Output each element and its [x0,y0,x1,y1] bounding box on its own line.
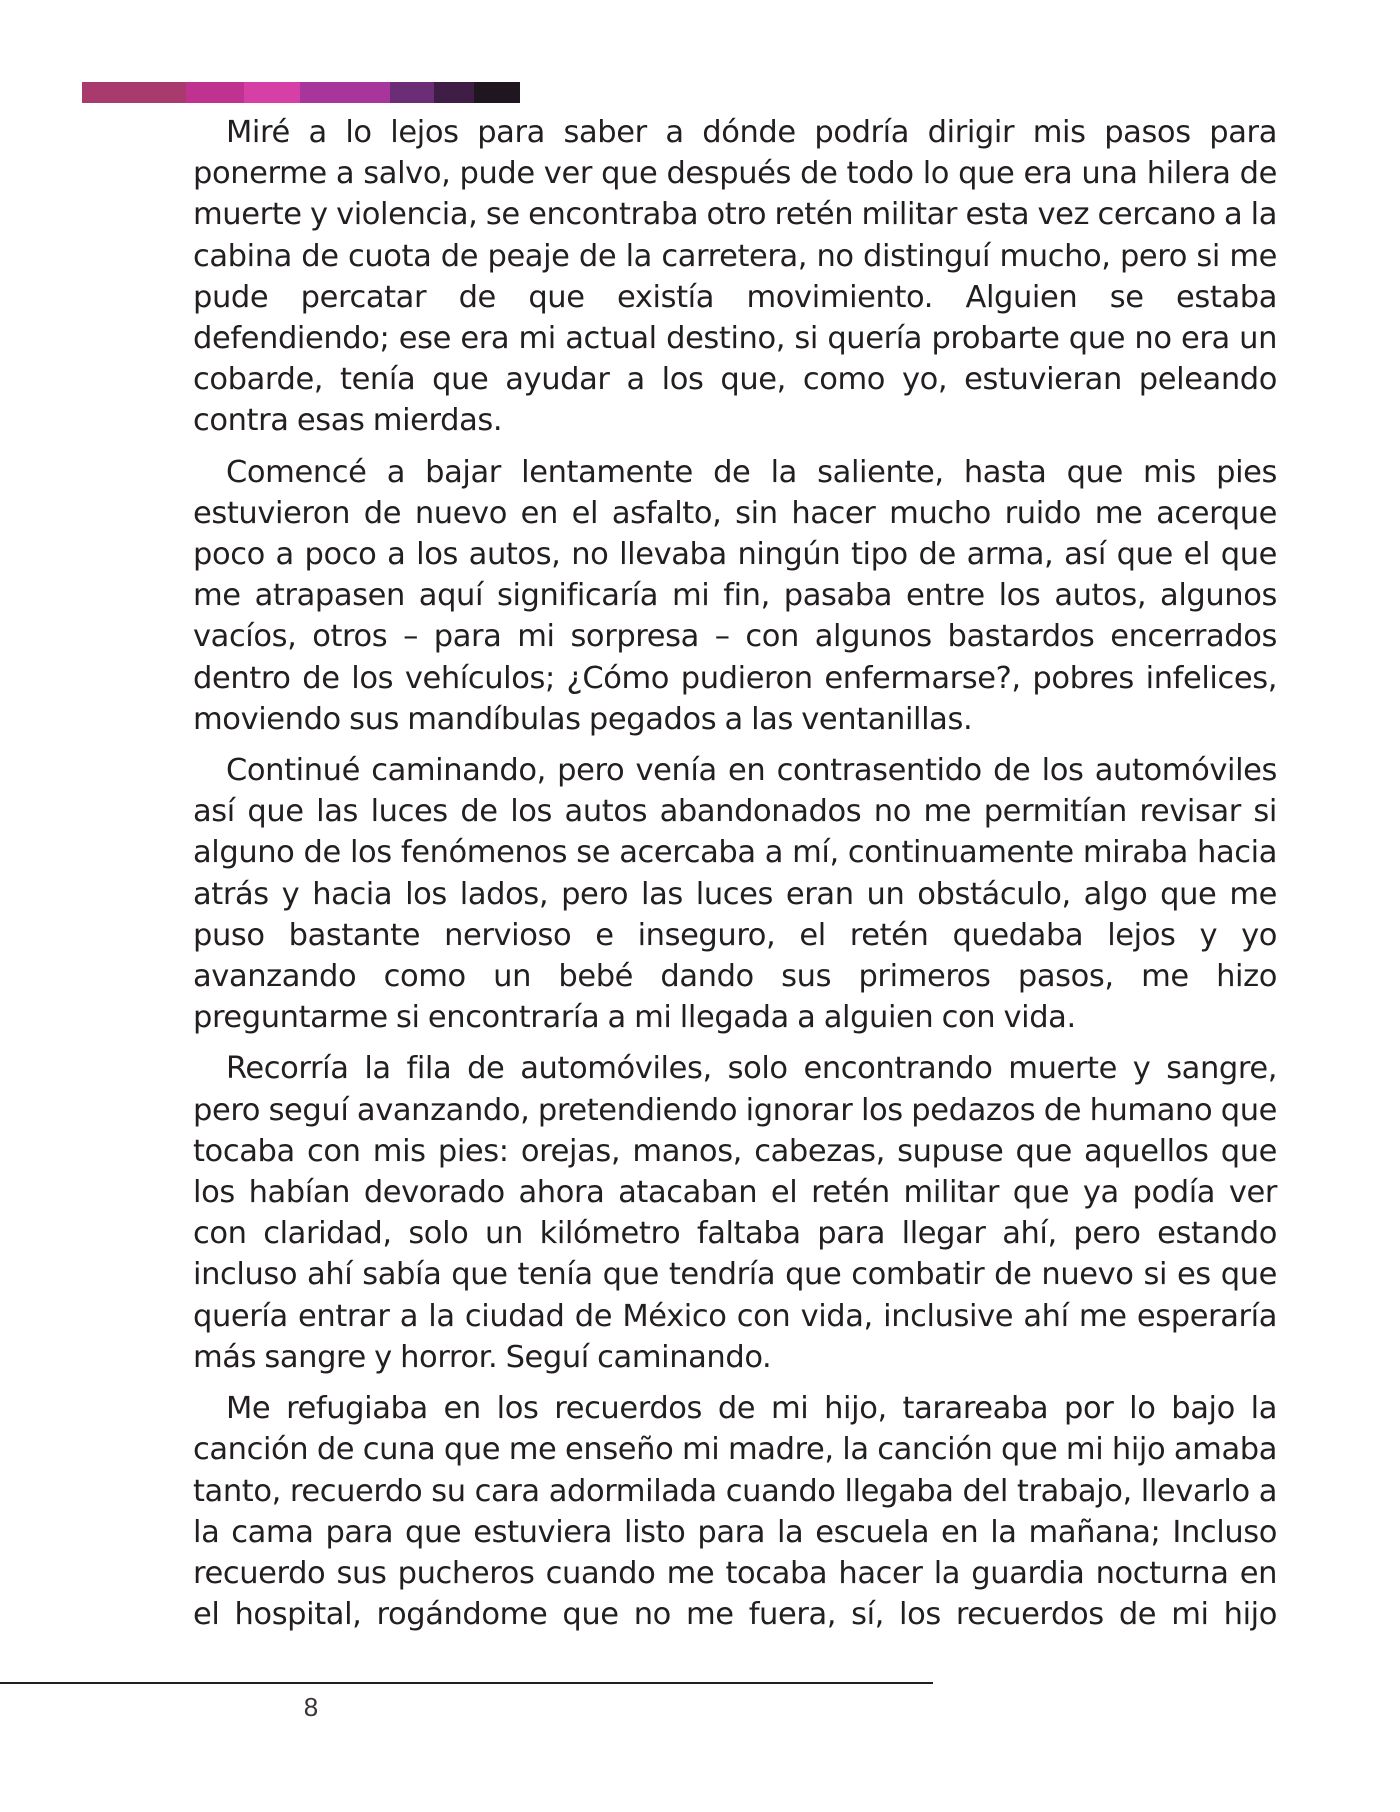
color-bar-segment [434,82,474,103]
footer-rule [0,1682,933,1684]
body-text [193,112,1277,1645]
color-bar-segment [300,82,390,103]
color-bar-segment [82,82,186,103]
header-color-bar [82,82,520,103]
color-bar-segment [244,82,300,103]
paragraph: Continué caminando, pero venía en contrasentido de los automóviles así que las luces de los autos abandonados no me permitían revisar si alguno de los fenómenos se acercaba a mí, continuamente miraba hacia atrás y hacia los lados, pero las luces eran un obstáculo, algo que me puso bastante nervioso e inseguro, el retén quedaba lejos y yo avanzando como un bebé dando sus primeros pasos, me hizo preguntarme si encontraría a mi llegada a alguien con vida. [193,753,1277,1036]
paragraph: Miré a lo lejos para saber a dónde podría dirigir mis pasos para ponerme a salvo, pude ver que después de todo lo que era una hilera de muerte y violencia, se encontraba otro retén militar esta vez cercano a la cabina de cuota de peaje de la carretera, no distinguí mucho, pero si me pude percatar de que existía movimiento. Alguien se estaba defendiendo; ese era mi actual destino, si quería probarte que no era un cobarde, tenía que ayudar a los que, como yo, estuvieran peleando contra esas mierdas. [193,115,1277,439]
color-bar-segment [186,82,244,103]
color-bar-segment [390,82,434,103]
paragraph: Me refugiaba en los recuerdos de mi hijo, tarareaba por lo bajo la canción de cuna que me enseño mi madre, la canción que mi hijo amaba tanto, recuerdo su cara adormilada cuando llegaba del trabajo, llevarlo a la cama para que estuviera listo para la escuela en la mañana; Incluso recuerdo sus pucheros cuando me tocaba hacer la guardia nocturna en el hospital, rogándome que no me fuera, sí, los recuerdos de mi hijo [193,1391,1277,1633]
color-bar-segment [474,82,520,103]
page-number: 8 [303,1692,319,1722]
paragraph: Recorría la fila de automóviles, solo encontrando muerte y sangre, pero seguí avanzando, pretendiendo ignorar los pedazos de humano que tocaba con mis pies: orejas, manos, cabezas, supuse que aquellos que los habían devorado ahora atacaban el retén militar que ya podía ver con claridad, solo un kilómetro faltaba para llegar ahí, pero estando incluso ahí sabía que tenía que tendría que combatir de nuevo si es que quería entrar a la ciudad de México con vida, inclusive ahí me esperaría más sangre y horror. Seguí caminando. [193,1051,1277,1375]
paragraph: Comencé a bajar lentamente de la saliente, hasta que mis pies estuvieron de nuevo en el asfalto, sin hacer mucho ruido me acerque poco a poco a los autos, no llevaba ningún tipo de arma, así que el que me atrapasen aquí significaría mi fin, pasaba entre los autos, algunos vacíos, otros – para mi sorpresa – con algunos bastardos encerrados dentro de los vehículos; ¿Cómo pudieron enfermarse?, pobres infelices, moviendo sus mandíbulas pegados a las ventanillas. [193,454,1277,737]
